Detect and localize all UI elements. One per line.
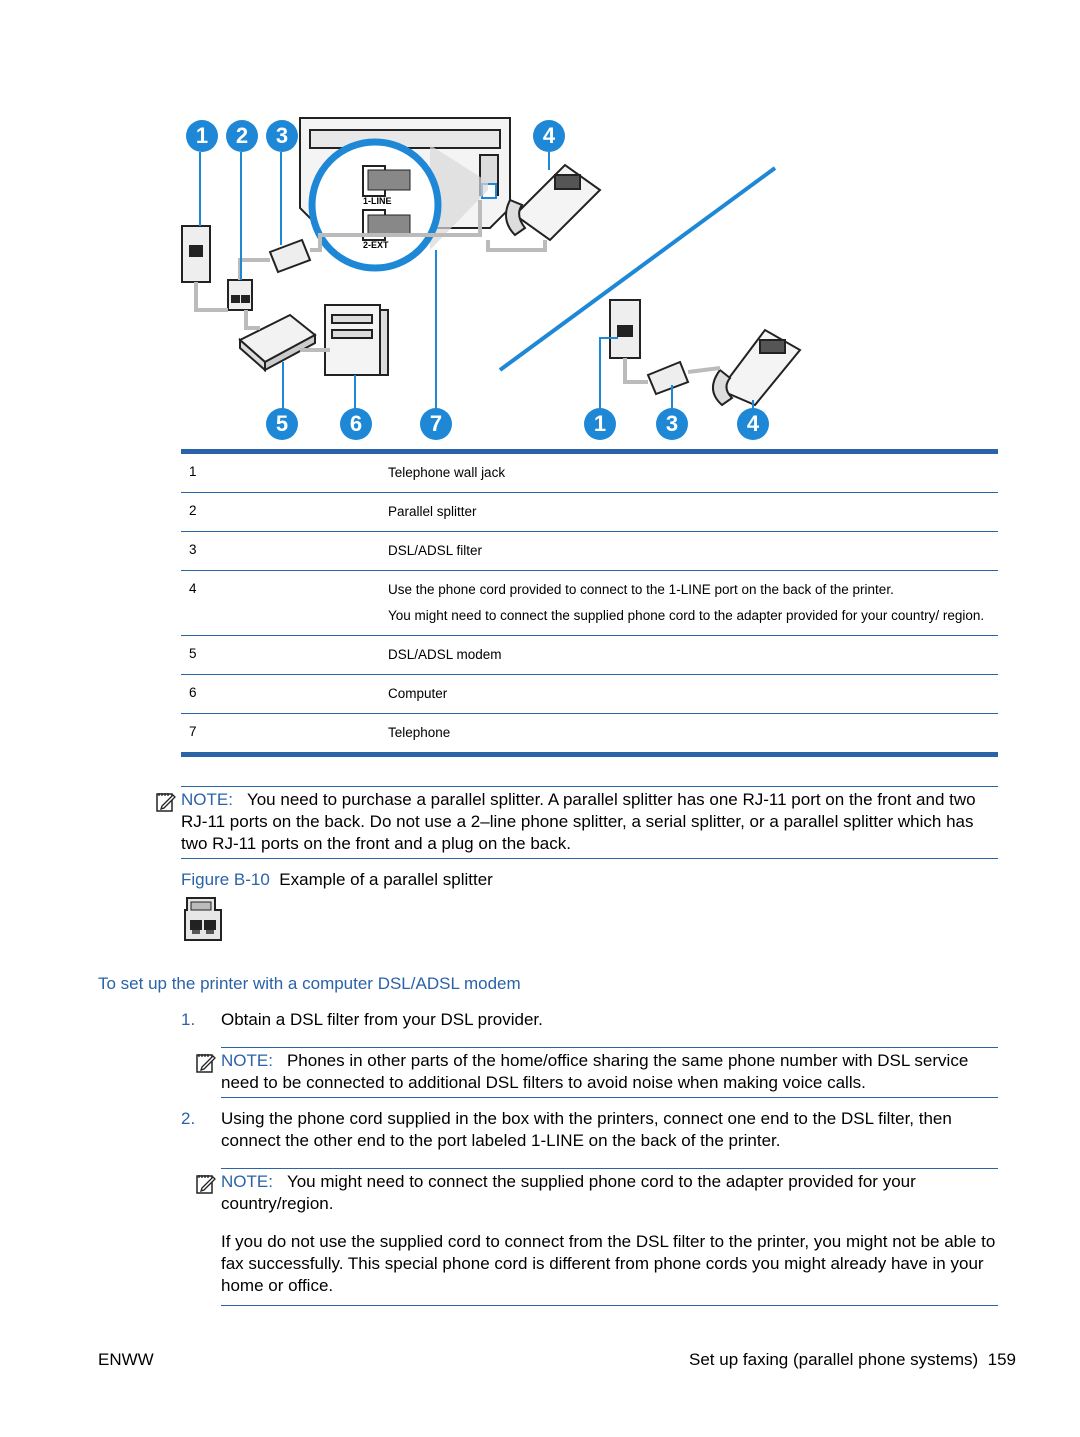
legend-text: DSL/ADSL modem bbox=[388, 647, 502, 662]
legend-text: DSL/ADSL filter bbox=[388, 543, 483, 558]
port-label-1-line: 1-LINE bbox=[363, 196, 392, 206]
legend-text: Telephone bbox=[388, 725, 451, 740]
legend-text: Computer bbox=[388, 686, 448, 701]
note-label: NOTE: bbox=[221, 1172, 273, 1191]
legend-number: 2 bbox=[189, 503, 197, 518]
connection-diagram bbox=[170, 100, 820, 445]
callout-4-right: 4 bbox=[737, 408, 769, 440]
note-parallel-splitter bbox=[181, 786, 998, 859]
figure-label: Figure B-10 bbox=[181, 870, 270, 889]
footer-left: ENWW bbox=[98, 1350, 154, 1369]
step-text: Obtain a DSL filter from your DSL provider. bbox=[221, 1010, 543, 1029]
legend-row bbox=[181, 636, 998, 675]
step-number: 1. bbox=[181, 1010, 196, 1029]
legend-text: Use the phone cord provided to connect to the 1-LINE port on the back of the printer. bbox=[388, 582, 894, 597]
legend-text: Parallel splitter bbox=[388, 504, 477, 519]
legend-row bbox=[181, 675, 998, 714]
callout-6: 6 bbox=[340, 408, 372, 440]
legend-text: You might need to connect the supplied phone cord to the adapter provided for your country/ region. bbox=[388, 608, 985, 623]
legend-row bbox=[181, 532, 998, 571]
dsl-filter-right bbox=[648, 362, 688, 394]
legend-number: 1 bbox=[189, 464, 197, 479]
step-number: 2. bbox=[181, 1109, 196, 1128]
computer-tower bbox=[325, 305, 388, 375]
step-text: Using the phone cord supplied in the box with the printers, connect one end to the DSL filter, then connect the other end to the port labeled 1-LINE on the back of the printer. bbox=[221, 1109, 952, 1150]
note-icon bbox=[156, 792, 176, 812]
figure-caption-text: Example of a parallel splitter bbox=[279, 870, 493, 889]
legend-number: 6 bbox=[189, 685, 197, 700]
callout-7: 7 bbox=[420, 408, 452, 440]
note-label: NOTE: bbox=[181, 790, 233, 809]
legend-row bbox=[181, 571, 998, 636]
callout-3: 3 bbox=[266, 120, 298, 152]
telephone-top bbox=[506, 165, 600, 240]
callout-3-right: 3 bbox=[656, 408, 688, 440]
callout-4: 4 bbox=[533, 120, 565, 152]
footer-right bbox=[689, 1349, 1016, 1371]
parallel-splitter-image bbox=[181, 896, 225, 944]
note-icon bbox=[196, 1053, 216, 1073]
note-label: NOTE: bbox=[221, 1051, 273, 1070]
legend-number: 7 bbox=[189, 724, 197, 739]
port-label-2-ext: 2-EXT bbox=[363, 240, 389, 250]
wall-jack-right bbox=[610, 300, 640, 358]
callout-1-right: 1 bbox=[584, 408, 616, 440]
page-number: 159 bbox=[987, 1350, 1016, 1369]
note-paragraph: If you do not use the supplied cord to connect from the DSL filter to the printer, you might not be able to fax successfully. This special phone cord is different from phone cords you might already have in your home or office. bbox=[221, 1232, 996, 1295]
note-adapter bbox=[221, 1168, 998, 1306]
legend-row bbox=[181, 714, 998, 752]
dsl-filter bbox=[270, 240, 310, 272]
note-icon bbox=[196, 1174, 216, 1194]
callout-1: 1 bbox=[186, 120, 218, 152]
note-text: You need to purchase a parallel splitter. A parallel splitter has one RJ-11 port on the front and two RJ-11 ports on the back. Do not use a 2–line phone splitter, a serial splitter, or a parallel splitter which has two RJ-11 ports on the front and a plug on the back. bbox=[181, 790, 976, 853]
note-text: You might need to connect the supplied phone cord to the adapter provided for your country/region. bbox=[221, 1172, 916, 1213]
legend-table bbox=[181, 449, 998, 757]
legend-number: 4 bbox=[189, 581, 197, 596]
legend-row bbox=[181, 493, 998, 532]
note-text: Phones in other parts of the home/office sharing the same phone number with DSL service need to be connected to additional DSL filters to avoid noise when making voice calls. bbox=[221, 1051, 969, 1092]
legend-number: 5 bbox=[189, 646, 197, 661]
figure-caption bbox=[181, 869, 493, 891]
section-heading: To set up the printer with a computer DSL/ADSL modem bbox=[98, 974, 521, 993]
legend-text: Telephone wall jack bbox=[388, 465, 506, 480]
parallel-splitter bbox=[228, 280, 252, 310]
note-dsl-filters bbox=[221, 1047, 998, 1098]
footer-section: Set up faxing (parallel phone systems) bbox=[689, 1350, 979, 1369]
dsl-modem bbox=[240, 315, 315, 370]
diagram-drawing bbox=[170, 100, 820, 445]
callout-5: 5 bbox=[266, 408, 298, 440]
legend-number: 3 bbox=[189, 542, 197, 557]
wall-jack-left bbox=[182, 226, 210, 282]
callout-2: 2 bbox=[226, 120, 258, 152]
telephone-right bbox=[713, 330, 800, 405]
legend-row bbox=[181, 454, 998, 493]
